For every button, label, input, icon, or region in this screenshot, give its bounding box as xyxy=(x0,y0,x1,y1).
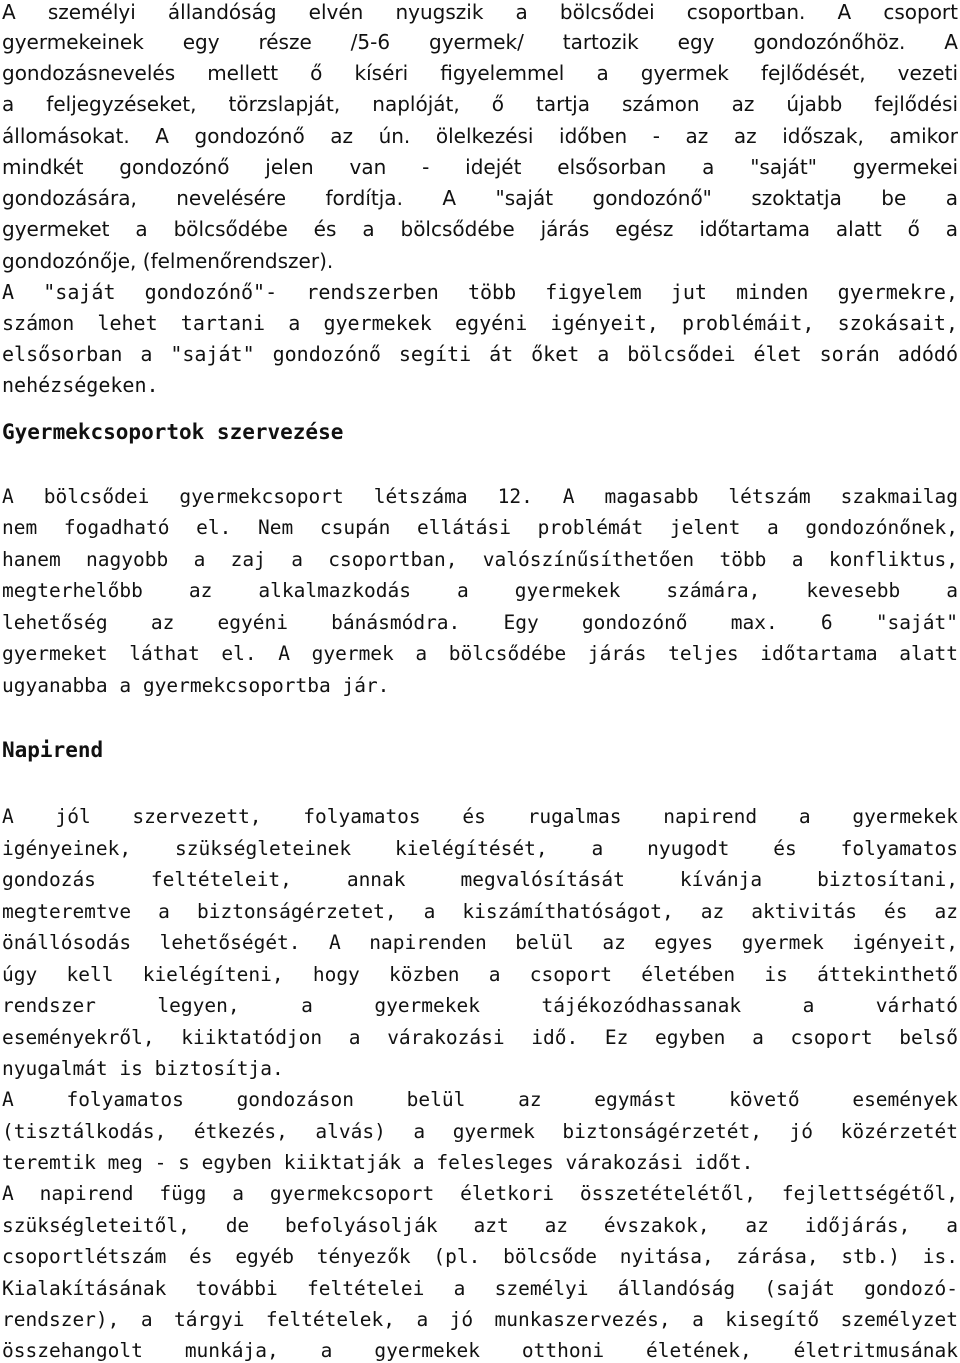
text-line: A napirend függ a gyermekcsoport életkori összetételétől, fejlettségétől, xyxy=(2,1182,958,1205)
section-heading-group-organization: Gyermekcsoportok szervezése xyxy=(2,420,344,444)
text-line: számon lehet tartani a gyermekek egyéni igényeit, problémáit, szokásait, xyxy=(2,311,958,335)
text-line: gondozására, nevelésére fordítja. A "saját gondozónő" szoktatja be a xyxy=(2,186,958,210)
text-line: megterhelőbb az alkalmazkodás a gyermekek számára, kevesebb a xyxy=(2,579,958,602)
text-line: nyugalmát is biztosítja. xyxy=(2,1057,284,1080)
text-line: úgy kell kielégíteni, hogy közben a csoport életében is áttekinthető xyxy=(2,963,958,986)
text-line: gondozás feltételeit, annak megvalósítását kívánja biztosítani, xyxy=(2,868,958,891)
text-line: eseményekről, kiiktatódjon a várakozási idő. Ez egyben a csoport belső xyxy=(2,1026,958,1049)
text-line: A bölcsődei gyermekcsoport létszáma 12. A magasabb létszám szakmailag xyxy=(2,485,958,508)
text-line: összehangolt munkája, a gyermekek otthoni életének, életritmusának xyxy=(2,1339,958,1362)
text-line: A személyi állandóság elvén nyugszik a bölcsődei csoportban. A csoport xyxy=(2,0,958,24)
section-heading-daily-schedule: Napirend xyxy=(2,738,104,762)
text-line: ugyanabba a gyermekcsoportba jár. xyxy=(2,674,390,697)
text-line: igényeinek, szükségleteinek kielégítését, a nyugodt és folyamatos xyxy=(2,837,958,860)
text-line: nehézségeken. xyxy=(2,373,159,397)
text-line: csoportlétszám és egyéb tényezők (pl. bölcsőde nyitása, zárása, stb.) is. xyxy=(2,1245,958,1268)
text-line: elsősorban a "saját" gondozónő segíti át őket a bölcsődei élet során adódó xyxy=(2,342,958,366)
text-line: gyermekeinek egy része /5-6 gyermek/ tartozik egy gondozónőhöz. A xyxy=(2,30,958,54)
text-line: teremtik meg - s egyben kiiktatják a felesleges várakozási időt. xyxy=(2,1151,754,1174)
text-line: állomásokat. A gondozónő az ún. ölelkezési időben - az az időszak, amikor xyxy=(2,124,958,148)
text-line: (tisztálkodás, étkezés, alvás) a gyermek biztonságérzetét, jó közérzetét xyxy=(2,1120,958,1143)
text-line: gyermeket a bölcsődébe és a bölcsődébe járás egész időtartama alatt ő a xyxy=(2,217,958,241)
text-line: gondozásnevelés mellett ő kíséri figyelemmel a gyermek fejlődését, vezeti xyxy=(2,61,958,85)
text-line: önállósodás lehetőségét. A napirenden belül az egyes gyermek igényeit, xyxy=(2,931,958,954)
text-line: hanem nagyobb a zaj a csoportban, valószínűsíthetően több a konfliktus, xyxy=(2,548,958,571)
text-line: A folyamatos gondozáson belül az egymást követő események xyxy=(2,1088,958,1111)
text-line: lehetőség az egyéni bánásmódra. Egy gondozónő max. 6 "saját" xyxy=(2,611,958,634)
text-line: gyermeket láthat el. A gyermek a bölcsődébe járás teljes időtartama alatt xyxy=(2,642,958,665)
text-line: nem fogadható el. Nem csupán ellátási problémát jelent a gondozónőnek, xyxy=(2,516,958,539)
text-line: a feljegyzéseket, törzslapját, naplóját, ő tartja számon az újabb fejlődési xyxy=(2,92,958,116)
text-line: rendszer legyen, a gyermekek tájékozódhassanak a várható xyxy=(2,994,958,1017)
text-line: rendszer), a tárgyi feltételek, a jó munkaszervezés, a kisegítő személyzet xyxy=(2,1308,958,1331)
text-line: A "saját gondozónő"- rendszerben több figyelem jut minden gyermekre, xyxy=(2,280,958,304)
text-line: gondozónője, (felmenőrendszer). xyxy=(2,249,334,273)
text-line: mindkét gondozónő jelen van - idejét elsősorban a "saját" gyermekei xyxy=(2,155,958,179)
text-line: szükségleteitől, de befolyásolják azt az évszakok, az időjárás, a xyxy=(2,1214,958,1237)
text-line: Kialakításának további feltételei a személyi állandóság (saját gondozó- xyxy=(2,1277,958,1300)
text-line: megteremtve a biztonságérzetet, a kiszámíthatóságot, az aktivitás és az xyxy=(2,900,958,923)
text-line: A jól szervezett, folyamatos és rugalmas napirend a gyermekek xyxy=(2,805,958,828)
